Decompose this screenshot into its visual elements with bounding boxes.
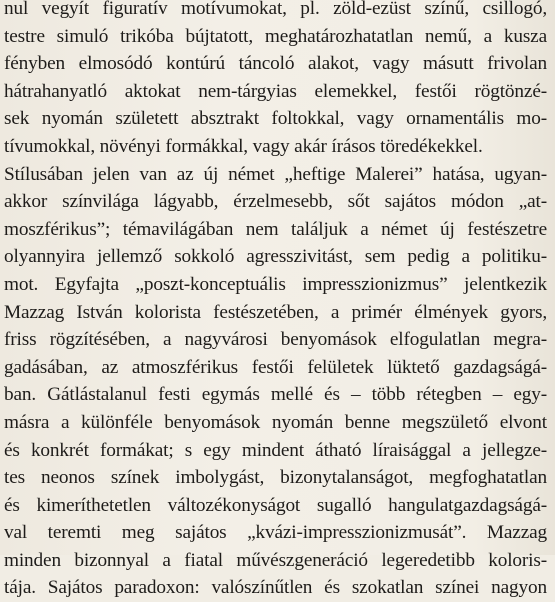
text-line: ban. Gátlástalanul festi egymás mellé és – több rétegben – egy-: [4, 384, 547, 406]
text-line: hátrahanyatló aktokat nem-tárgyias elemekkel, festői rögtönzé-: [4, 80, 547, 102]
text-line: nul vegyít figuratív motívumokat, pl. zöld-ezüst színű, csillogó,: [4, 0, 547, 19]
text-line: akkor színvilága lágyabb, érzelmesebb, sőt sajátos módon „at-: [4, 191, 547, 213]
text-line: minden bizonnyal a fiatal művészgeneráció legeredetibb koloris-: [4, 549, 547, 571]
text-line: olyannyira jellemző sokkoló agresszivitást, sem pedig a politiku-: [4, 246, 547, 268]
text-line: és konkrét formákat; s egy mindent átható líraisággal a jellegze-: [4, 439, 547, 461]
text-line: friss rögzítésében, a nagyvárosi benyomások elfogulatlan megra-: [4, 329, 547, 351]
text-line: val teremti meg sajátos „kvázi-impresszionizmusát”. Mazzag: [4, 522, 547, 544]
text-line: moszférikus”; témavilágában nem találjuk a német új festészetre: [4, 218, 547, 240]
text-line: másra a különféle benyomások nyomán benne megszülető elvont: [4, 411, 547, 433]
text-line: sek nyomán született absztrakt foltokkal, vagy ornamentális mo-: [4, 108, 547, 130]
text-line: testre simuló trikóba bújtatott, meghatározhatatlan nemű, a kusza: [4, 25, 547, 47]
text-line: Stílusában jelen van az új német „heftige Malerei” hatása, ugyan-: [4, 163, 547, 185]
text-line: gadásában, az atmoszférikus festői felületek lüktető gazdagságá-: [4, 356, 547, 378]
body-text: [4, 0, 547, 602]
text-line: tívumokkal, növényi formákkal, vagy akár írásos töredékekkel.: [4, 135, 483, 157]
text-line: fényben elmosódó kontúrú táncoló alakot, vagy másutt frivolan: [4, 53, 547, 75]
text-line: tája. Sajátos paradoxon: valószínűtlen és szokatlan színei nagyon: [4, 577, 547, 599]
text-line: tes neonos színek imbolygást, bizonytalanságot, megfoghatatlan: [4, 467, 547, 489]
text-line: és kimeríthetetlen változékonyságot sugalló hangulatgazdagságá-: [4, 494, 547, 516]
text-line: Mazzag István kolorista festészetében, a primér élmények gyors,: [4, 301, 547, 323]
text-line: mot. Egyfajta „poszt-konceptuális impresszionizmus” jelentkezik: [4, 273, 547, 295]
